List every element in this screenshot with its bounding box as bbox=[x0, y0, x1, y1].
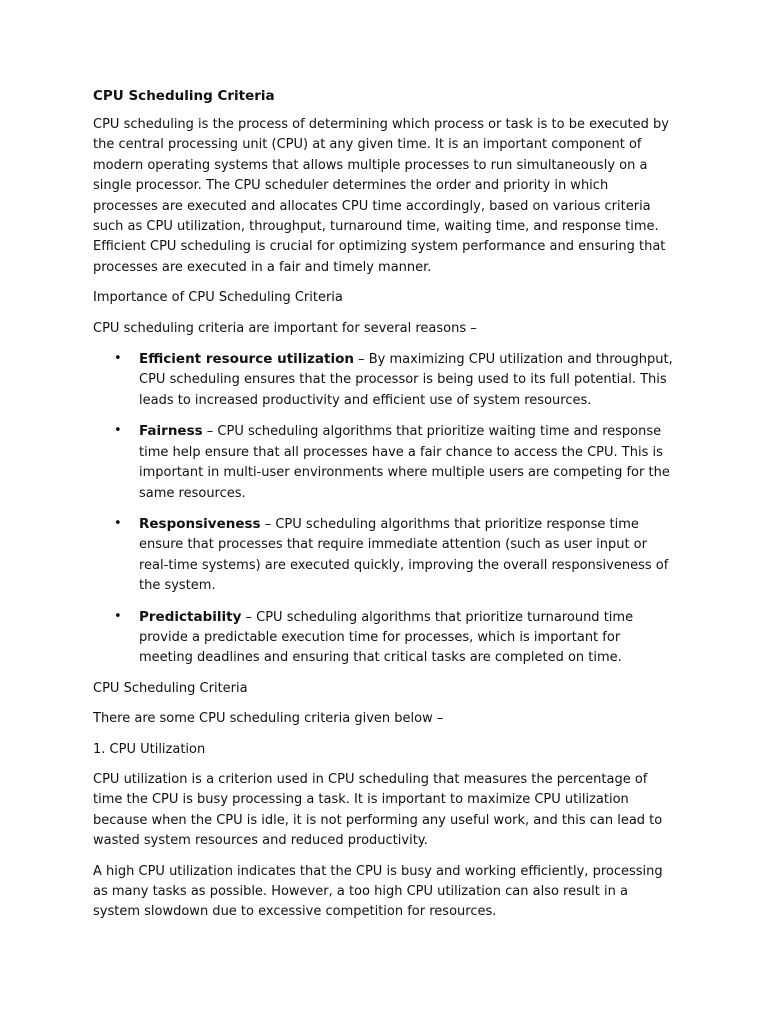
list-item bbox=[93, 349, 673, 411]
bullet-term: Fairness bbox=[139, 423, 203, 440]
list-item bbox=[93, 607, 673, 669]
bullet-icon: • bbox=[114, 608, 122, 624]
intro-paragraph: CPU scheduling is the process of determining which process or task is to be executed by the central processing unit (CPU) at any given time. It is an important component of modern operating systems that allows multiple processes to run simultaneously on a single processor. The CPU scheduler determines the order and priority in which processes are executed and allocates CPU time accordingly, based on various criteria such as CPU utilization, throughput, turnaround time, waiting time, and response time. Efficient CPU scheduling is crucial for optimizing system performance and ensuring that processes are executed in a fair and timely manner. bbox=[93, 117, 669, 275]
importance-lead: CPU scheduling criteria are important for several reasons – bbox=[93, 320, 477, 336]
bullet-icon: • bbox=[114, 423, 122, 439]
importance-list bbox=[93, 349, 673, 669]
bullet-icon: • bbox=[114, 351, 122, 367]
importance-heading: Importance of CPU Scheduling Criteria bbox=[93, 290, 343, 306]
page-title: CPU Scheduling Criteria bbox=[93, 88, 275, 104]
criteria-lead: There are some CPU scheduling criteria given below – bbox=[93, 711, 444, 727]
bullet-text: – CPU scheduling algorithms that prioritize response time ensure that processes that require immediate attention (such as user input or real-time systems) are executed quickly, improving the overall responsiveness of the system. bbox=[139, 516, 669, 594]
cpu-utilization-paragraph: CPU utilization is a criterion used in CPU scheduling that measures the percentage of time the CPU is busy processing a task. It is important to maximize CPU utilization because when the CPU is idle, it is not performing any useful work, and this can lead to wasted system resources and reduced productivity. bbox=[93, 771, 663, 849]
bullet-term: Predictability bbox=[139, 608, 242, 625]
bullet-text: – By maximizing CPU utilization and throughput, CPU scheduling ensures that the processor is being used to its full potential. This leads to increased productivity and efficient use of system resources. bbox=[139, 352, 673, 408]
list-item bbox=[93, 514, 673, 597]
bullet-term: Efficient resource utilization bbox=[139, 351, 354, 368]
high-utilization-paragraph: A high CPU utilization indicates that the CPU is busy and working efficiently, processing as many tasks as possible. However, a too high CPU utilization can also result in a system slowdown due to excessive competition for resources. bbox=[93, 863, 663, 920]
bullet-icon: • bbox=[114, 515, 122, 531]
criteria-heading: CPU Scheduling Criteria bbox=[93, 680, 248, 696]
bullet-term: Responsiveness bbox=[139, 515, 261, 532]
bullet-text: – CPU scheduling algorithms that prioritize waiting time and response time help ensure that all processes have a fair chance to access the CPU. This is important in multi-user environments where multiple users are competing for the same resources. bbox=[139, 424, 670, 501]
document-body bbox=[93, 86, 673, 933]
cpu-utilization-heading: 1. CPU Utilization bbox=[93, 741, 206, 757]
list-item bbox=[93, 421, 673, 504]
bullet-text: – CPU scheduling algorithms that prioritize turnaround time provide a predictable execution time for processes, which is important for meeting deadlines and ensuring that critical tasks are completed on time. bbox=[139, 609, 634, 666]
